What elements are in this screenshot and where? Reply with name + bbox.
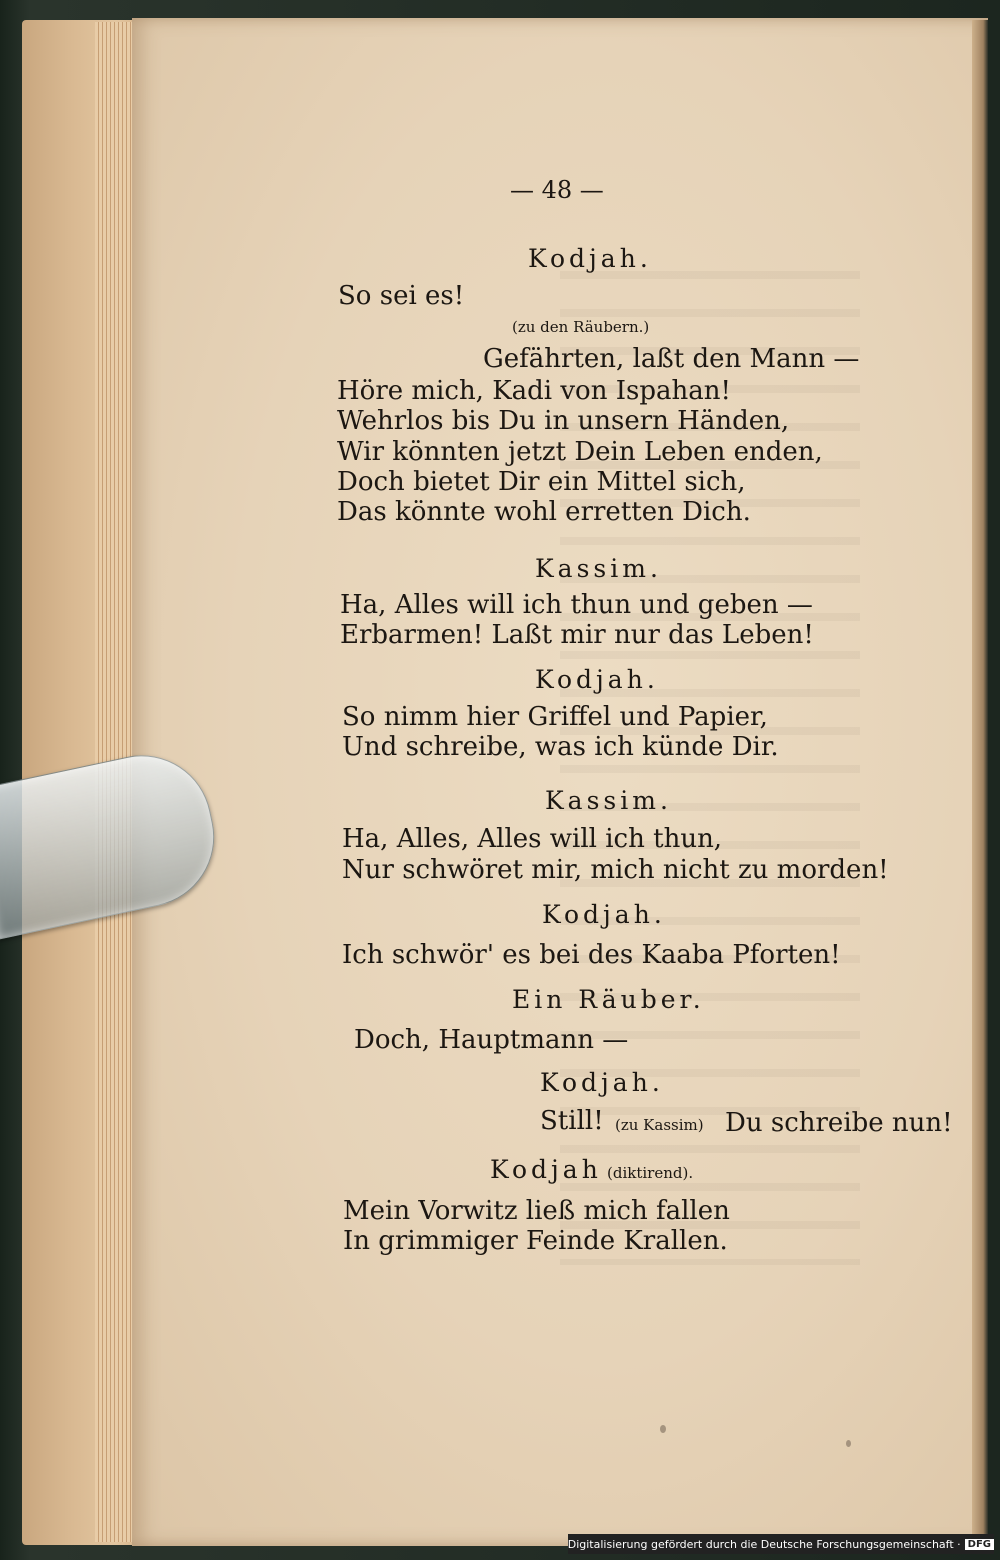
verse-line: Höre mich, Kadi von Ispahan! [337,376,731,406]
verse-line: Ha, Alles, Alles will ich thun, [342,824,723,854]
digitization-footer [568,1534,994,1554]
verse-line: Erbarmen! Laßt mir nur das Leben! [340,620,814,650]
verse-line: Nur schwöret mir, mich nicht zu morden! [342,855,889,885]
speaker-kassim: Kassim. [545,786,672,815]
speaker-kodjah: Kodjah. [535,665,659,694]
paper-spot [660,1425,666,1433]
verse-line: Doch bietet Dir ein Mittel sich, [337,467,746,497]
paper-spot [846,1440,851,1447]
verse-line: Das könnte wohl erretten Dich. [337,497,751,527]
speaker-kodjah: Kodjah. [542,900,666,929]
stage-direction: (diktirend). [607,1164,694,1182]
verse-line: Gefährten, laßt den Mann — [483,344,860,374]
verse-line: Wehrlos bis Du in unsern Händen, [337,406,790,436]
dfg-logo: DFG [965,1539,994,1550]
speaker-kodjah: Kodjah. [540,1068,664,1097]
speaker-kodjah: Kodjah. [528,244,652,273]
verse-line: Still! [540,1106,604,1136]
verse-line: Mein Vorwitz ließ mich fallen [343,1196,730,1226]
verse-line: So nimm hier Griffel und Papier, [342,702,768,732]
verse-line: Doch, Hauptmann — [354,1025,629,1055]
speaker-raeuber: Ein Räuber. [512,985,705,1014]
verse-line: Wir könnten jetzt Dein Leben enden, [337,437,823,467]
verse-line: Ich schwör' es bei des Kaaba Pforten! [342,940,841,970]
verse-line: Ha, Alles will ich thun und geben — [340,590,813,620]
speaker-kassim: Kassim. [535,554,662,583]
footer-credit: Digitalisierung gefördert durch die Deutsche Forschungsgemeinschaft · [567,1537,961,1551]
book-spine-edge [972,20,988,1546]
verse-line: In grimmiger Feinde Krallen. [343,1226,728,1256]
verse-line: Und schreibe, was ich künde Dir. [342,732,779,762]
speaker-kodjah: Kodjah [490,1155,602,1184]
verse-line: Du schreibe nun! [725,1108,953,1138]
stage-direction: (zu den Räubern.) [512,318,650,336]
page-number: — 48 — [510,176,604,204]
verse-line: So sei es! [338,281,465,311]
stage-direction: (zu Kassim) [615,1116,704,1134]
